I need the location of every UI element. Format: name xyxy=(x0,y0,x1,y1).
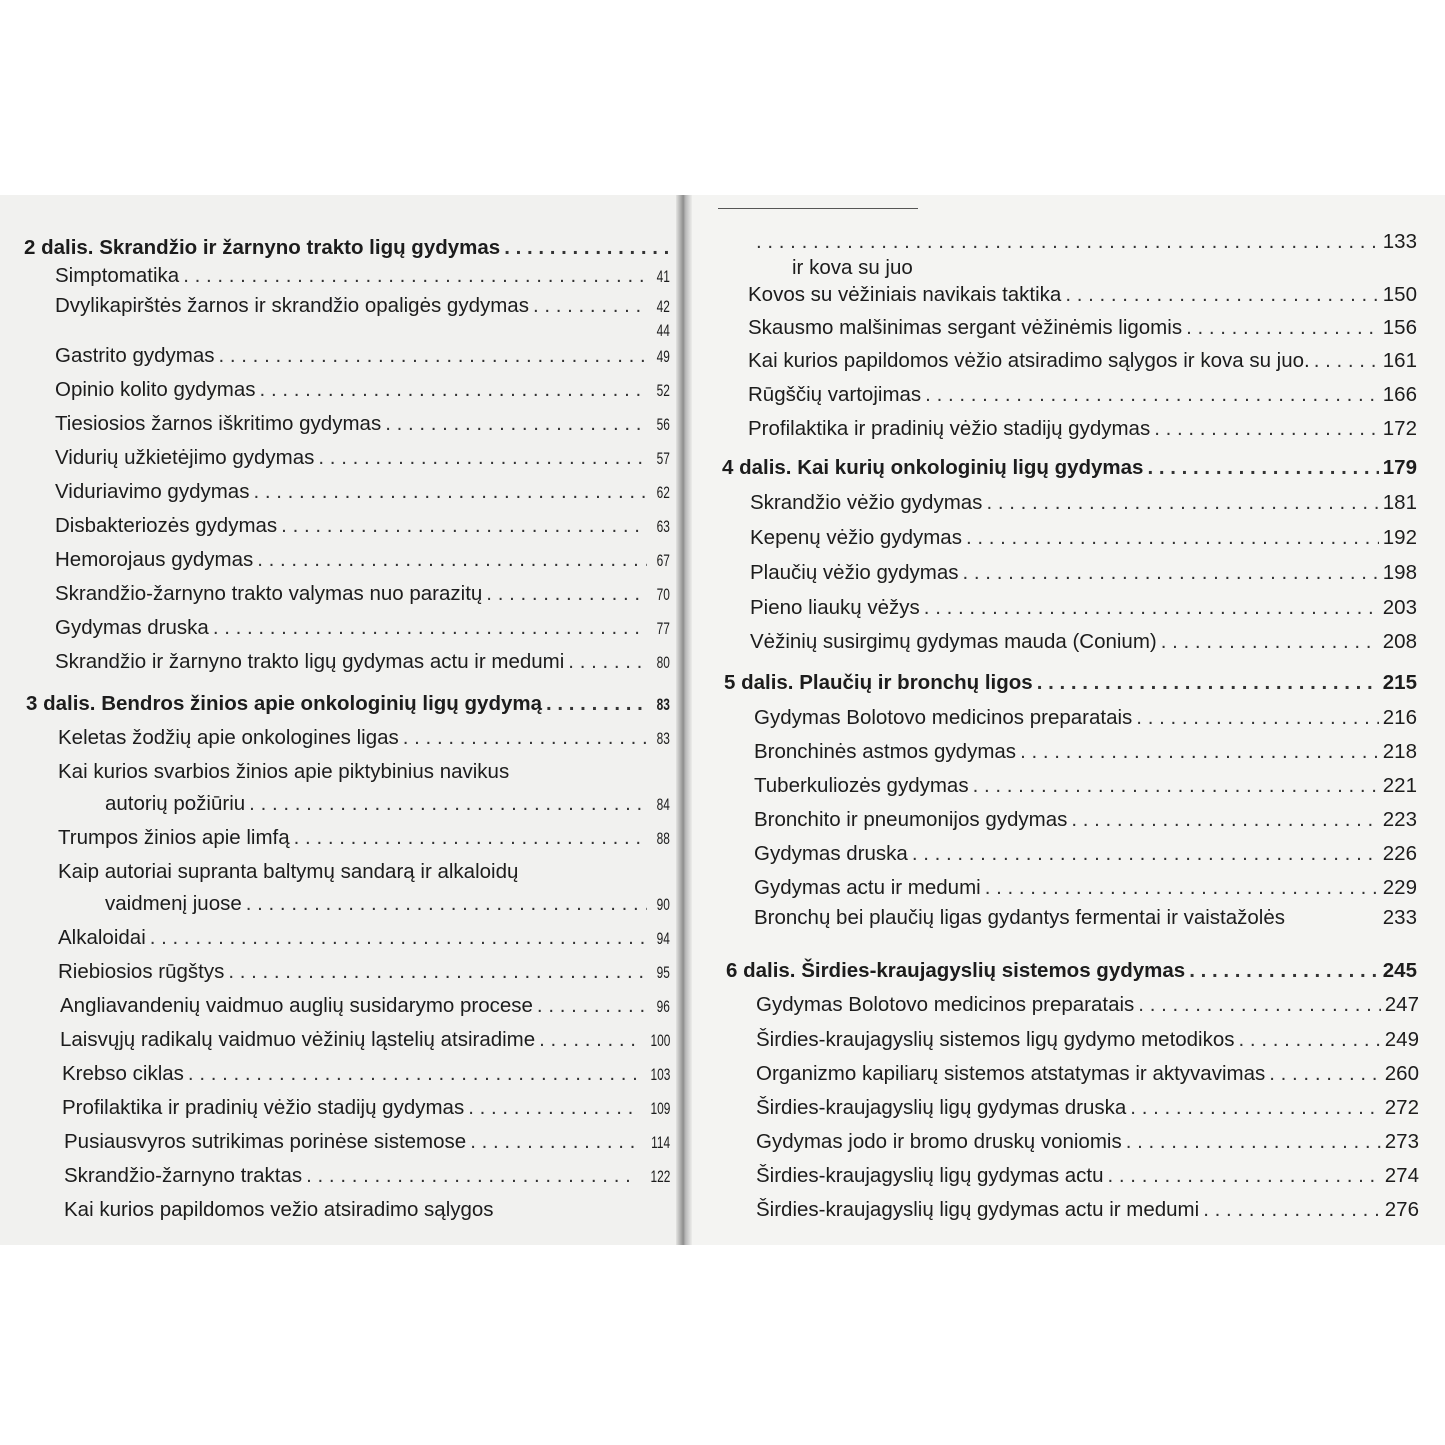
dot-leader xyxy=(183,265,647,287)
dot-leader xyxy=(1189,960,1379,982)
dot-leader xyxy=(986,492,1378,514)
toc-entry xyxy=(750,597,1417,619)
toc-entry-title: Riebiosios rūgštys xyxy=(58,960,225,983)
dot-leader xyxy=(539,1029,637,1051)
dot-leader xyxy=(1161,631,1379,653)
dot-leader xyxy=(537,995,647,1017)
toc-page-number: 90 xyxy=(656,895,670,914)
toc-entry-title: Rūgščių vartojimas xyxy=(748,383,922,406)
dot-leader xyxy=(1269,1063,1381,1085)
toc-page-number: 114 xyxy=(651,1133,670,1152)
toc-entry-title: Tuberkuliozės gydymas xyxy=(754,774,969,797)
toc-page-number: 80 xyxy=(656,653,670,672)
toc-entry-title: Opinio kolito gydymas xyxy=(55,378,256,401)
toc-entry xyxy=(756,1097,1419,1119)
toc-page-number: 57 xyxy=(656,449,670,468)
toc-page-number: 245 xyxy=(1382,959,1417,982)
toc-page-number: 260 xyxy=(1384,1062,1419,1085)
toc-entry-title: Bronchinės astmos gydymas xyxy=(754,740,1017,763)
toc-entry-title: Vėžinių susirgimų gydymas mauda (Conium) xyxy=(750,630,1157,653)
toc-entry-title: Simptomatika xyxy=(55,264,180,287)
toc-entry xyxy=(55,583,670,605)
toc-entry-title: Viduriavimo gydymas xyxy=(55,480,250,503)
toc-entry xyxy=(754,809,1417,831)
toc-entry xyxy=(55,549,670,571)
toc-page-number: 233 xyxy=(1382,906,1417,929)
toc-entry xyxy=(748,350,1417,372)
dot-leader xyxy=(1065,284,1378,306)
toc-entry-title: Skrandžio ir žarnyno trakto ligų gydymas actu ir medumi xyxy=(55,650,565,673)
toc-entry-title: 4 dalis. Kai kurių onkologinių ligų gydymas xyxy=(722,456,1144,479)
toc-page-number: 203 xyxy=(1382,596,1417,619)
toc-entry xyxy=(792,257,921,279)
toc-entry xyxy=(754,707,1417,729)
toc-entry xyxy=(55,515,670,537)
dot-leader xyxy=(533,295,647,317)
toc-entry-title: Gydymas actu ir medumi xyxy=(754,876,981,899)
dot-leader xyxy=(1203,1199,1381,1221)
toc-entry-title: Širdies-kraujagyslių ligų gydymas druska xyxy=(756,1096,1127,1119)
toc-entry xyxy=(643,320,670,342)
toc-entry-title: Vidurių užkietėjimo gydymas xyxy=(55,446,315,469)
dot-leader xyxy=(924,597,1379,619)
toc-entry xyxy=(55,265,670,287)
toc-entry-title: Trumpos žinios apie limfą xyxy=(58,826,290,849)
toc-page-number: 229 xyxy=(1382,876,1417,899)
dot-leader xyxy=(1314,350,1379,372)
toc-entry-title: Pieno liaukų vėžys xyxy=(750,596,920,619)
toc-entry-title: Gydymas druska xyxy=(754,842,908,865)
dot-leader xyxy=(294,827,647,849)
toc-page-number: 221 xyxy=(1382,774,1417,797)
dot-leader xyxy=(385,413,647,435)
toc-entry-title: Dvylikapirštės žarnos ir skrandžio opaligės gydymas xyxy=(55,294,529,317)
dot-leader xyxy=(246,893,647,915)
toc-section-heading xyxy=(726,960,1417,982)
toc-page-number: 156 xyxy=(1382,316,1417,339)
dot-leader xyxy=(253,481,647,503)
dot-leader xyxy=(912,843,1379,865)
toc-page-number: 88 xyxy=(656,829,670,848)
toc-entry xyxy=(58,927,670,949)
dot-leader xyxy=(546,693,647,715)
toc-entry-title: Alkaloidai xyxy=(58,926,146,949)
toc-page-number: 42 xyxy=(656,297,670,316)
toc-entry-title: Gydymas druska xyxy=(55,616,209,639)
toc-entry-title: Bronchų bei plaučių ligas gydantys fermentai ir vaistažolės xyxy=(754,906,1285,929)
toc-entry-title: Tiesiosios žarnos iškritimo gydymas xyxy=(55,412,382,435)
toc-page-number: 223 xyxy=(1382,808,1417,831)
toc-entry-title: Skrandžio-žarnyno trakto valymas nuo parazitų xyxy=(55,582,483,605)
toc-page-number: 122 xyxy=(650,1167,670,1186)
toc-page-number: 198 xyxy=(1382,561,1417,584)
toc-entry xyxy=(58,961,670,983)
toc-entry-title: Skausmo malšinimas sergant vėžinėmis ligomis xyxy=(748,316,1183,339)
toc-entry xyxy=(754,907,1417,929)
toc-entry-title: Keletas žodžių apie onkologines ligas xyxy=(58,726,399,749)
toc-entry xyxy=(748,384,1417,406)
toc-section-heading xyxy=(724,672,1417,694)
toc-entry xyxy=(756,1063,1419,1085)
toc-entry-title: Angliavandenių vaidmuo auglių susidarymo procese xyxy=(60,994,533,1017)
toc-page-number: 84 xyxy=(656,795,670,814)
toc-page-number: 62 xyxy=(656,483,670,502)
dot-leader xyxy=(1186,317,1379,339)
dot-leader xyxy=(1154,418,1379,440)
book-gutter xyxy=(676,195,692,1245)
toc-entry xyxy=(58,861,526,883)
toc-entry-title: 6 dalis. Širdies-kraujagyslių sistemos gydymas xyxy=(726,959,1186,982)
toc-page-number: 249 xyxy=(1384,1028,1419,1051)
dot-leader xyxy=(1136,707,1378,729)
toc-page-number: 276 xyxy=(1384,1198,1419,1221)
toc-entry-title: 3 dalis. Bendros žinios apie onkologinių ligų gydymą xyxy=(26,692,542,715)
header-rule xyxy=(718,208,918,209)
toc-entry xyxy=(62,1097,670,1119)
toc-entry-title: Gydymas Bolotovo medicinos preparatais xyxy=(754,706,1133,729)
dot-leader xyxy=(1108,1165,1381,1187)
toc-page-number: 41 xyxy=(656,267,670,286)
dot-leader xyxy=(925,384,1379,406)
dot-leader xyxy=(470,1131,639,1153)
toc-page-number: 161 xyxy=(1382,349,1417,372)
toc-entry xyxy=(55,651,670,673)
dot-leader xyxy=(1126,1131,1381,1153)
toc-entry-title: Gastrito gydymas xyxy=(55,344,215,367)
toc-entry-title: Organizmo kapiliarų sistemos atstatymas ir aktyvavimas xyxy=(756,1062,1266,1085)
toc-entry xyxy=(58,761,517,783)
toc-entry xyxy=(754,741,1417,763)
toc-page-number: 166 xyxy=(1382,383,1417,406)
toc-page-number: 100 xyxy=(650,1031,670,1050)
toc-page-number: 179 xyxy=(1382,456,1417,479)
dot-leader xyxy=(228,961,647,983)
dot-leader xyxy=(318,447,647,469)
toc-entry xyxy=(756,1029,1419,1051)
toc-entry-title: 2 dalis. Skrandžio ir žarnyno trakto ligų gydymas xyxy=(24,236,501,259)
toc-entry-title: Gydymas Bolotovo medicinos preparatais xyxy=(756,993,1135,1016)
toc-page-number: 274 xyxy=(1384,1164,1419,1187)
toc-entry xyxy=(105,793,670,815)
dot-leader xyxy=(1147,457,1378,479)
toc-section-heading xyxy=(722,457,1417,479)
toc-entry xyxy=(750,527,1417,549)
toc-entry xyxy=(750,492,1417,514)
toc-entry-title: Širdies-kraujagyslių sistemos ligų gydymo metodikos xyxy=(756,1028,1235,1051)
toc-page-number: 70 xyxy=(656,585,670,604)
dot-leader xyxy=(306,1165,637,1187)
toc-page-number: 226 xyxy=(1382,842,1417,865)
toc-entry xyxy=(55,447,670,469)
toc-page-number: 44 xyxy=(656,321,670,340)
toc-entry xyxy=(58,827,670,849)
dot-leader xyxy=(985,877,1379,899)
dot-leader xyxy=(260,379,648,401)
toc-entry xyxy=(64,1165,670,1187)
toc-entry xyxy=(105,893,670,915)
dot-leader xyxy=(504,237,668,259)
toc-entry xyxy=(55,413,670,435)
toc-entry-title: 5 dalis. Plaučių ir bronchų ligos xyxy=(724,671,1033,694)
dot-leader xyxy=(219,345,648,367)
dot-leader xyxy=(1239,1029,1381,1051)
toc-page-number: 192 xyxy=(1382,526,1417,549)
dot-leader xyxy=(281,515,647,537)
toc-entry-title: Gydymas jodo ir bromo druskų voniomis xyxy=(756,1130,1122,1153)
toc-page-number: 96 xyxy=(656,997,670,1016)
toc-page-number: 49 xyxy=(656,347,670,366)
toc-entry-title: Kepenų vėžio gydymas xyxy=(750,526,962,549)
toc-page-number: 67 xyxy=(656,551,670,570)
dot-leader xyxy=(1020,741,1379,763)
toc-entry-title: Širdies-kraujagyslių ligų gydymas actu ir medumi xyxy=(756,1198,1200,1221)
toc-entry xyxy=(756,1165,1419,1187)
toc-page-number: 109 xyxy=(650,1099,670,1118)
toc-entry xyxy=(756,1199,1419,1221)
dot-leader xyxy=(403,727,647,749)
dot-leader xyxy=(1071,809,1378,831)
dot-leader xyxy=(973,775,1379,797)
dot-leader xyxy=(150,927,647,949)
toc-entry-title: Hemorojaus gydymas xyxy=(55,548,254,571)
toc-entry-title: Skrandžio vėžio gydymas xyxy=(750,491,983,514)
toc-entry xyxy=(64,1199,502,1221)
toc-entry-title: ir kova su juo xyxy=(792,256,913,279)
dot-leader xyxy=(486,583,647,605)
toc-page-number: 181 xyxy=(1382,491,1417,514)
dot-leader xyxy=(1130,1097,1380,1119)
toc-page-number: 247 xyxy=(1384,993,1419,1016)
toc-entry-title: Disbakteriozės gydymas xyxy=(55,514,278,537)
toc-entry xyxy=(62,1063,670,1085)
right-page xyxy=(692,195,1445,1245)
toc-entry xyxy=(756,994,1419,1016)
toc-page-number: 215 xyxy=(1382,671,1417,694)
toc-page-number: 273 xyxy=(1384,1130,1419,1153)
toc-entry-title: Plaučių vėžio gydymas xyxy=(750,561,959,584)
toc-entry xyxy=(55,617,670,639)
toc-page-number: 103 xyxy=(650,1065,670,1084)
toc-page-number: 272 xyxy=(1384,1096,1419,1119)
toc-entry-title: Profilaktika ir pradinių vėžio stadijų gydymas xyxy=(748,417,1151,440)
toc-entry-title: Kaip autoriai supranta baltymų sandarą ir alkaloidų xyxy=(58,860,519,883)
toc-entry-title: Širdies-kraujagyslių ligų gydymas actu xyxy=(756,1164,1104,1187)
dot-leader xyxy=(568,651,647,673)
toc-page-number: 63 xyxy=(656,517,670,536)
toc-entry-title: Pusiausvyros sutrikimas porinėse sistemose xyxy=(64,1130,467,1153)
toc-entry xyxy=(750,562,1417,584)
toc-page-number: 83 xyxy=(656,729,670,748)
toc-page-number: 172 xyxy=(1382,417,1417,440)
dot-leader xyxy=(257,549,647,571)
toc-entry-title: Skrandžio-žarnyno traktas xyxy=(64,1164,303,1187)
toc-entry xyxy=(55,481,670,503)
toc-entry-title: Laisvųjų radikalų vaidmuo vėžinių ląstelių atsiradime xyxy=(60,1028,536,1051)
toc-entry xyxy=(748,317,1417,339)
toc-entry-title: Bronchito ir pneumonijos gydymas xyxy=(754,808,1068,831)
toc-entry xyxy=(748,418,1417,440)
toc-entry xyxy=(752,231,1417,253)
dot-leader xyxy=(1138,994,1380,1016)
toc-entry-title: Kai kurios svarbios žinios apie piktybinius navikus xyxy=(58,760,510,783)
toc-entry xyxy=(754,843,1417,865)
toc-entry xyxy=(55,345,670,367)
toc-section-heading xyxy=(26,693,670,715)
toc-page-number: 95 xyxy=(656,963,670,982)
toc-entry xyxy=(754,877,1417,899)
toc-page-number: 52 xyxy=(656,381,670,400)
toc-entry xyxy=(64,1131,670,1153)
toc-page-number: 208 xyxy=(1382,630,1417,653)
toc-page-number: 216 xyxy=(1382,706,1417,729)
toc-entry-title: autorių požiūriu xyxy=(105,792,246,815)
toc-entry xyxy=(754,775,1417,797)
left-page xyxy=(0,195,680,1245)
toc-section-heading xyxy=(24,237,672,259)
dot-leader xyxy=(1037,672,1379,694)
toc-entry xyxy=(748,284,1417,306)
dot-leader xyxy=(188,1063,638,1085)
toc-entry-title: vaidmenį juose xyxy=(105,892,242,915)
toc-entry-title: Kovos su vėžiniais navikais taktika xyxy=(748,283,1062,306)
toc-entry-title: Kai kurios papildomos vežio atsiradimo sąlygos xyxy=(64,1198,494,1221)
dot-leader xyxy=(213,617,647,639)
toc-page-number: 133 xyxy=(1382,230,1417,253)
dot-leader xyxy=(966,527,1379,549)
dot-leader xyxy=(963,562,1379,584)
toc-page-number: 83 xyxy=(656,695,670,714)
toc-entry-title: Kai kurios papildomos vėžio atsiradimo sąlygos ir kova su juo. xyxy=(748,349,1310,372)
toc-page-number: 56 xyxy=(656,415,670,434)
toc-page-number: 77 xyxy=(656,619,670,638)
dot-leader xyxy=(249,793,647,815)
toc-entry xyxy=(58,727,670,749)
toc-page-number: 218 xyxy=(1382,740,1417,763)
toc-entry xyxy=(55,379,670,401)
toc-entry xyxy=(55,295,670,317)
dot-leader xyxy=(756,231,1379,253)
toc-page-number: 150 xyxy=(1382,283,1417,306)
toc-entry-title: Krebso ciklas xyxy=(62,1062,184,1085)
toc-page-number: 94 xyxy=(656,929,670,948)
toc-entry xyxy=(750,631,1417,653)
toc-entry xyxy=(60,995,670,1017)
toc-entry xyxy=(756,1131,1419,1153)
toc-entry xyxy=(60,1029,670,1051)
toc-entry-title: Profilaktika ir pradinių vėžio stadijų gydymas xyxy=(62,1096,465,1119)
dot-leader xyxy=(468,1097,637,1119)
